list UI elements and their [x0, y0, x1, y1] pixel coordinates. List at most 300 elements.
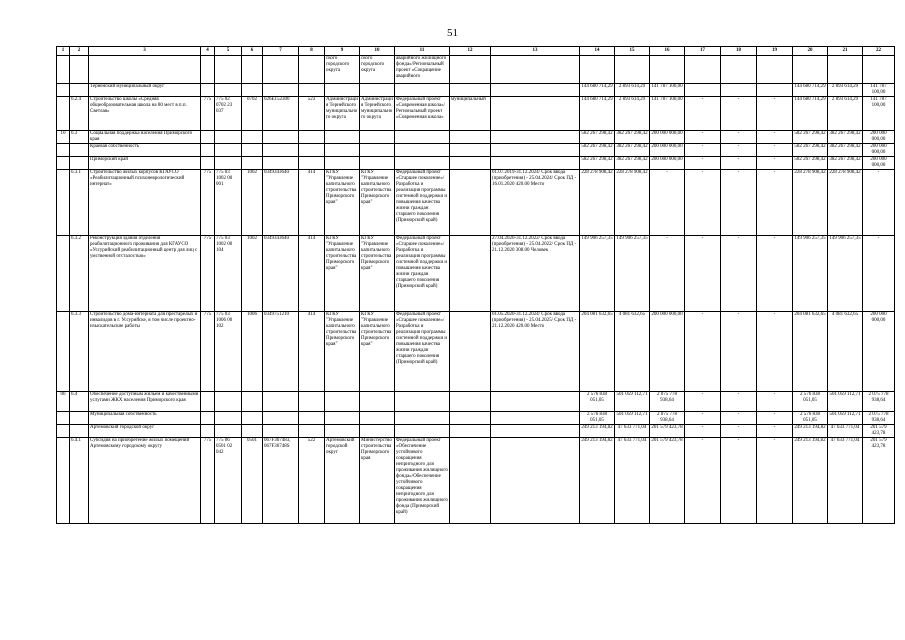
- table-cell: 01.07.2019-31.12.2024/ Срок ввода (приобретения) - 25.04.2024/ Срок ПД - 16.01.2020 420.00 Место: [491, 170, 580, 236]
- table-cell: [721, 84, 757, 97]
- table-cell: [201, 56, 215, 84]
- header-cell: 3: [89, 47, 201, 56]
- table-cell: [242, 412, 263, 425]
- table-cell: Федеральный проект «Современная школа»/Региональный проект «Современная школа»: [395, 97, 450, 131]
- table-cell: -: [685, 157, 721, 170]
- table-cell: 47 633 771,04: [615, 425, 650, 438]
- table-cell: 2 576 838 051,05: [580, 392, 615, 412]
- table-cell: -: [685, 144, 721, 157]
- table-row: [57, 157, 895, 170]
- table-cell: 200 000 000,00: [863, 131, 895, 144]
- table-row: [57, 56, 895, 84]
- table-cell: [793, 56, 828, 84]
- table-cell: [325, 131, 360, 144]
- table-cell: аварийного жилищного фонда»/Региональный проект «Сокращение аварийного: [395, 56, 450, 84]
- table-cell: -: [721, 97, 757, 131]
- table-cell: 200 000 000,00: [863, 144, 895, 157]
- table-cell: 6.3.3: [70, 312, 89, 392]
- table-cell: [360, 131, 395, 144]
- header-cell: 13: [491, 47, 580, 56]
- table-cell: -: [685, 236, 721, 312]
- table-cell: [215, 131, 242, 144]
- table-cell: [325, 157, 360, 170]
- table-cell: -: [863, 236, 895, 312]
- table-row: [57, 425, 895, 438]
- table-cell: [263, 392, 299, 412]
- table-cell: 200 000 000,00: [863, 157, 895, 170]
- table-cell: 582 267 298,42: [793, 157, 828, 170]
- header-cell: 4: [201, 47, 215, 56]
- table-row: [57, 84, 895, 97]
- table-cell: [242, 425, 263, 438]
- table-cell: 775 03 1006 00 102: [215, 312, 242, 392]
- table-cell: [491, 56, 580, 84]
- table-cell: [70, 425, 89, 438]
- table-cell: [57, 144, 70, 157]
- table-cell: [299, 131, 325, 144]
- table-row: [57, 392, 895, 412]
- table-cell: 775: [201, 97, 215, 131]
- table-row: [57, 438, 895, 524]
- table-cell: [450, 438, 491, 524]
- table-cell: [242, 56, 263, 84]
- table-cell: [395, 131, 450, 144]
- table-cell: Федеральный проект «Старшее поколение»/Разработка и реализация программы системной поддержки и повышения качества жизни граждан старшего поколения (Приморский край): [395, 312, 450, 392]
- table-cell: [450, 425, 491, 438]
- table-cell: [57, 84, 70, 97]
- table-cell: 47 633 771,04: [828, 425, 863, 438]
- table-cell: [450, 144, 491, 157]
- table-cell: 6.4: [70, 392, 89, 412]
- table-cell: [57, 412, 70, 425]
- table-cell: 6.3.2: [70, 236, 89, 312]
- table-cell: 026Е152300: [263, 97, 299, 131]
- header-cell: 14: [580, 47, 615, 56]
- table-cell: [57, 157, 70, 170]
- table-cell: [70, 157, 89, 170]
- table-cell: -: [757, 312, 793, 392]
- table-cell: 228 278 908,42: [615, 170, 650, 236]
- table-cell: [721, 56, 757, 84]
- table-cell: [57, 312, 70, 392]
- table-cell: 149 906 257,35: [615, 236, 650, 312]
- header-cell: 11: [395, 47, 450, 56]
- table-cell: 149 906 257,35: [828, 236, 863, 312]
- table-cell: 2 893 614,29: [615, 84, 650, 97]
- table-cell: [450, 236, 491, 312]
- table-cell: [491, 144, 580, 157]
- table-cell: [242, 392, 263, 412]
- table-cell: -: [757, 438, 793, 524]
- table-cell: 141 787 100,00: [863, 84, 895, 97]
- table-cell: -: [757, 144, 793, 157]
- table-cell: ского городского округа: [360, 56, 395, 84]
- table-cell: [450, 412, 491, 425]
- table-cell: -: [721, 144, 757, 157]
- table-cell: -: [685, 412, 721, 425]
- table-cell: [57, 97, 70, 131]
- table-cell: 201 579 423,78: [863, 438, 895, 524]
- table-cell: 775: [201, 312, 215, 392]
- table-cell: 249 213 194,82: [580, 425, 615, 438]
- table-cell: Строительство школы «Средняя общеобразовательная школа на 80 мест в п.п. Светлая»: [89, 97, 201, 131]
- table-cell: [201, 84, 215, 97]
- table-cell: Федеральный проект «Старшее поколение»/Разработка и реализация программы системной поддержки и повышения качества жизни граждан старшего поколения (Приморский край): [395, 170, 450, 236]
- header-cell: 20: [793, 47, 828, 56]
- table-cell: [299, 157, 325, 170]
- header-cell: 17: [685, 47, 721, 56]
- table-cell: [215, 84, 242, 97]
- table-cell: [491, 425, 580, 438]
- table-cell: 501 059 112,71: [615, 412, 650, 425]
- table-cell: 204 081 632,65: [793, 312, 828, 392]
- table-cell: -: [721, 312, 757, 392]
- table-cell: -: [757, 170, 793, 236]
- table-cell: [491, 412, 580, 425]
- table-cell: [491, 84, 580, 97]
- page-number: 51: [447, 27, 458, 39]
- table-cell: 2 576 838 051,05: [793, 412, 828, 425]
- table-cell: -: [757, 236, 793, 312]
- table-cell: 228 278 908,42: [793, 170, 828, 236]
- table-cell: [242, 157, 263, 170]
- table-cell: 382 267 298,42: [828, 144, 863, 157]
- table-cell: Обеспечение доступным жильем и качественными услугами ЖКХ населения Приморского края: [89, 392, 201, 412]
- table-cell: 0349343640: [263, 236, 299, 312]
- table-cell: 0501: [242, 438, 263, 524]
- table-cell: -: [685, 438, 721, 524]
- table-cell: [57, 236, 70, 312]
- table-cell: 2 075 778 938,64: [863, 392, 895, 412]
- table-cell: 582 267 298,42: [580, 157, 615, 170]
- table-cell: -: [685, 131, 721, 144]
- table-cell: 6.3.1: [70, 170, 89, 236]
- header-cell: 16: [650, 47, 685, 56]
- table-cell: [395, 392, 450, 412]
- table-row: [57, 144, 895, 157]
- table-cell: [215, 157, 242, 170]
- table-cell: Артемовский городской округ: [325, 438, 360, 524]
- table-cell: [360, 144, 395, 157]
- table-cell: 067F367483, 067F36748S: [263, 438, 299, 524]
- table-cell: 228 278 908,42: [828, 170, 863, 236]
- table-cell: [70, 84, 89, 97]
- table-cell: ского городского округа: [325, 56, 360, 84]
- table-cell: [201, 144, 215, 157]
- table-cell: 141 787 100,00: [863, 97, 895, 131]
- table-cell: [325, 412, 360, 425]
- table-cell: [215, 56, 242, 84]
- table-row: [57, 312, 895, 392]
- header-cell: 8: [299, 47, 325, 56]
- table-cell: [450, 157, 491, 170]
- table-cell: [757, 56, 793, 84]
- table-cell: 249 213 194,82: [793, 425, 828, 438]
- table-cell: КГКУ "Управление капитального строительства Приморского края": [325, 236, 360, 312]
- table-cell: -: [721, 392, 757, 412]
- table-cell: Строительство жилых корпусов КГАУСО «Реабилитационный психоневрологический интернат»: [89, 170, 201, 236]
- table-cell: [395, 84, 450, 97]
- table-cell: [325, 84, 360, 97]
- table-cell: [491, 97, 580, 131]
- table-cell: [491, 131, 580, 144]
- table-cell: 6.2.4: [70, 97, 89, 131]
- table-cell: 382 267 298,42: [828, 131, 863, 144]
- table-cell: [360, 412, 395, 425]
- table-cell: [70, 56, 89, 84]
- table-cell: 200 000 000,00: [650, 157, 685, 170]
- table-cell: [450, 312, 491, 392]
- table-cell: [263, 84, 299, 97]
- table-cell: 27.04.2020-31.12.2022/ Срок ввода (приобретения) - 25.04.2022/ Срок ПД - 21.12.2020 308.00 Человек: [491, 236, 580, 312]
- table-cell: [89, 56, 201, 84]
- table-cell: 523: [299, 97, 325, 131]
- table-cell: -: [721, 157, 757, 170]
- table-cell: [325, 144, 360, 157]
- table-cell: 201 579 423,78: [650, 425, 685, 438]
- table-cell: 06: [57, 392, 70, 412]
- table-cell: 201 579 423,78: [650, 438, 685, 524]
- table-cell: [757, 84, 793, 97]
- table-cell: [242, 131, 263, 144]
- table-cell: -: [757, 412, 793, 425]
- table-cell: 382 267 298,42: [615, 144, 650, 157]
- table-cell: 582 267 298,42: [793, 144, 828, 157]
- table-cell: 582 267 298,42: [580, 131, 615, 144]
- table-cell: 6.3: [70, 131, 89, 144]
- table-cell: 200 000 000,00: [650, 144, 685, 157]
- table-cell: 775 06 0501 02 042: [215, 438, 242, 524]
- table-cell: [215, 412, 242, 425]
- table-cell: [325, 425, 360, 438]
- table-cell: 414: [299, 170, 325, 236]
- table-cell: [57, 438, 70, 524]
- table-cell: [299, 412, 325, 425]
- table-cell: 141 787 100,00: [650, 84, 685, 97]
- table-cell: [57, 170, 70, 236]
- table-cell: [580, 56, 615, 84]
- table-cell: -: [863, 170, 895, 236]
- header-cell: 5: [215, 47, 242, 56]
- table-cell: [299, 392, 325, 412]
- table-cell: муниципальный: [450, 97, 491, 131]
- table-cell: 2 075 778 938,64: [650, 392, 685, 412]
- table-cell: -: [721, 412, 757, 425]
- table-cell: 775: [201, 236, 215, 312]
- table-cell: 2 893 614,29: [828, 84, 863, 97]
- table-cell: Приморский край: [89, 157, 201, 170]
- table-cell: 0702: [242, 97, 263, 131]
- table-cell: [263, 56, 299, 84]
- table-cell: [263, 412, 299, 425]
- table-cell: -: [721, 438, 757, 524]
- header-cell: 15: [615, 47, 650, 56]
- table-cell: [360, 157, 395, 170]
- table-cell: 200 000 000,00: [863, 312, 895, 392]
- table-cell: [201, 412, 215, 425]
- table-cell: 414: [299, 236, 325, 312]
- header-cell: 12: [450, 47, 491, 56]
- table-cell: Субсидия на приобретение жилых помещений Артемовскому городскому округу: [89, 438, 201, 524]
- table-cell: [299, 56, 325, 84]
- header-cell: 6: [242, 47, 263, 56]
- table-cell: [325, 392, 360, 412]
- table-cell: [615, 56, 650, 84]
- table-cell: 200 000 000,00: [650, 131, 685, 144]
- table-cell: [685, 84, 721, 97]
- table-cell: [650, 56, 685, 84]
- table-cell: 200 000 000,00: [650, 312, 685, 392]
- table-cell: КГКУ "Управление капитального строительства Приморского края": [325, 312, 360, 392]
- table-cell: [201, 157, 215, 170]
- table-cell: 149 906 257,35: [793, 236, 828, 312]
- table-cell: Строительство дома-интерната для престарелых и инвалидов в г. Уссурийске, в том числе проектно-изыскательские работы: [89, 312, 201, 392]
- table-cell: [242, 84, 263, 97]
- table-cell: 2 576 838 051,05: [580, 412, 615, 425]
- table-cell: 1002: [242, 170, 263, 236]
- table-cell: -: [685, 392, 721, 412]
- table-cell: 522: [299, 438, 325, 524]
- table-cell: 144 680 714,29: [793, 97, 828, 131]
- table-cell: [299, 144, 325, 157]
- table-cell: -: [685, 170, 721, 236]
- table-cell: -: [685, 97, 721, 131]
- table-row: [57, 170, 895, 236]
- header-cell: 2: [70, 47, 89, 56]
- table-cell: [263, 425, 299, 438]
- table-cell: 01.05.2020-31.12.2024/ Срок ввода (приобретения) - 25.04.2025/ Срок ПД - 21.12.2020 420.00 Место: [491, 312, 580, 392]
- table-cell: 582 267 298,42: [580, 144, 615, 157]
- table-cell: 228 278 908,42: [580, 170, 615, 236]
- table-cell: [395, 425, 450, 438]
- table-cell: [450, 84, 491, 97]
- table-cell: 775: [201, 170, 215, 236]
- table-cell: Федеральный проект «Обеспечение устойчивого сокращения непригодного для проживания жилищного фонда»/Обеспечение устойчивого сокращения непригодного для проживания жилищного фонда (Приморский край): [395, 438, 450, 524]
- table-cell: [263, 144, 299, 157]
- table-cell: 501 059 112,71: [828, 392, 863, 412]
- table-cell: -: [757, 97, 793, 131]
- table-cell: КГКУ "Управление капитального строительства Приморского края": [325, 170, 360, 236]
- table-cell: Администрация Тернейского муниципального округа: [360, 97, 395, 131]
- table-row: [57, 412, 895, 425]
- table-cell: [201, 131, 215, 144]
- header-cell: 21: [828, 47, 863, 56]
- table-cell: [57, 425, 70, 438]
- table-cell: [360, 425, 395, 438]
- table-cell: 149 906 257,35: [580, 236, 615, 312]
- table-cell: [201, 392, 215, 412]
- table-cell: 201 579 423,78: [863, 425, 895, 438]
- header-cell: 19: [757, 47, 793, 56]
- table-cell: -: [650, 236, 685, 312]
- table-row: [57, 131, 895, 144]
- table-cell: [70, 144, 89, 157]
- table-cell: 204 081 632,65: [580, 312, 615, 392]
- table-cell: [395, 412, 450, 425]
- table-cell: [215, 392, 242, 412]
- table-cell: 144 680 714,29: [580, 84, 615, 97]
- table-cell: -: [757, 392, 793, 412]
- table-cell: 582 267 298,42: [793, 131, 828, 144]
- table-cell: 775 02 0702 23 037: [215, 97, 242, 131]
- table-cell: 47 633 771,04: [615, 438, 650, 524]
- table-cell: Краевая собственность: [89, 144, 201, 157]
- table-cell: 6.4.1: [70, 438, 89, 524]
- table-cell: [263, 131, 299, 144]
- header-cell: 1: [57, 47, 70, 56]
- budget-table: [56, 46, 895, 524]
- table-cell: 141 787 100,00: [650, 97, 685, 131]
- table-cell: 4 081 632,65: [615, 312, 650, 392]
- table-cell: 2 893 614,29: [828, 97, 863, 131]
- table-cell: [215, 425, 242, 438]
- table-cell: [863, 56, 895, 84]
- table-cell: -: [757, 157, 793, 170]
- header-cell: 7: [263, 47, 299, 56]
- table-cell: -: [757, 131, 793, 144]
- table-cell: 144 680 714,29: [793, 84, 828, 97]
- table-cell: 144 680 714,29: [580, 97, 615, 131]
- table-cell: Министерство строительства Приморского края: [360, 438, 395, 524]
- table-cell: [450, 56, 491, 84]
- header-cell: 9: [325, 47, 360, 56]
- table-cell: 249 213 194,82: [793, 438, 828, 524]
- table-cell: [299, 84, 325, 97]
- table-cell: [70, 412, 89, 425]
- table-row: [57, 97, 895, 131]
- table-cell: -: [757, 425, 793, 438]
- table-cell: 775: [201, 438, 215, 524]
- table-cell: -: [721, 236, 757, 312]
- table-cell: [242, 144, 263, 157]
- table-cell: 2 576 838 051,05: [793, 392, 828, 412]
- table-cell: -: [721, 131, 757, 144]
- table-cell: [263, 157, 299, 170]
- table-cell: [360, 392, 395, 412]
- table-cell: КГКУ "Управление капитального строительства Приморского края": [360, 236, 395, 312]
- table-cell: Терненский муниципальный округ: [89, 84, 201, 97]
- table-cell: 0349751210: [263, 312, 299, 392]
- table-cell: 1002: [242, 236, 263, 312]
- table-cell: Социальная поддержка населения Приморского края: [89, 131, 201, 144]
- header-cell: 10: [360, 47, 395, 56]
- table-cell: 10: [57, 131, 70, 144]
- table-cell: -: [685, 425, 721, 438]
- table-cell: [395, 157, 450, 170]
- table-cell: -: [721, 425, 757, 438]
- table-cell: [299, 425, 325, 438]
- table-cell: Реконструкция здания отделения реабилитационного проживания для КГАУСО «Уссурийский реабилитационный центр для лиц с умственной отсталостью»: [89, 236, 201, 312]
- table-cell: -: [685, 312, 721, 392]
- table-cell: [360, 84, 395, 97]
- table-cell: [395, 144, 450, 157]
- table-cell: [491, 392, 580, 412]
- table-cell: 501 059 112,71: [828, 412, 863, 425]
- table-cell: 775 03 1002 00 104: [215, 236, 242, 312]
- table-cell: 1006: [242, 312, 263, 392]
- table-cell: 47 633 771,04: [828, 438, 863, 524]
- header-cell: 18: [721, 47, 757, 56]
- table-cell: [450, 392, 491, 412]
- table-cell: [450, 170, 491, 236]
- table-cell: 414: [299, 312, 325, 392]
- table-cell: 382 267 298,42: [828, 157, 863, 170]
- table-cell: 775 03 1002 00 001: [215, 170, 242, 236]
- table-cell: [215, 144, 242, 157]
- table-cell: 0349343640: [263, 170, 299, 236]
- table-cell: Администрация Тернейского муниципального округа: [325, 97, 360, 131]
- header-cell: 22: [863, 47, 895, 56]
